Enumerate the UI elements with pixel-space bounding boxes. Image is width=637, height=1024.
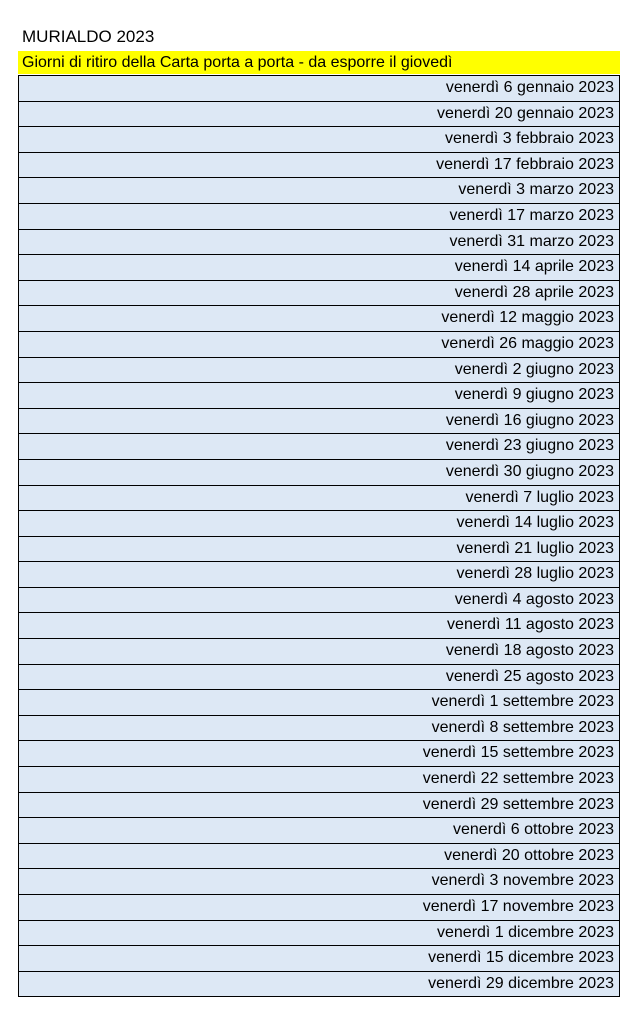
date-row: venerdì 28 aprile 2023 <box>19 281 619 307</box>
date-row: venerdì 18 agosto 2023 <box>19 639 619 665</box>
date-row: venerdì 8 settembre 2023 <box>19 716 619 742</box>
date-row: venerdì 30 giugno 2023 <box>19 460 619 486</box>
date-row: venerdì 17 febbraio 2023 <box>19 153 619 179</box>
date-row: venerdì 15 dicembre 2023 <box>19 946 619 972</box>
date-row: venerdì 3 novembre 2023 <box>19 869 619 895</box>
date-row: venerdì 7 luglio 2023 <box>19 486 619 512</box>
date-row: venerdì 1 dicembre 2023 <box>19 921 619 947</box>
date-row: venerdì 3 marzo 2023 <box>19 178 619 204</box>
date-row: venerdì 15 settembre 2023 <box>19 741 619 767</box>
date-row: venerdì 6 ottobre 2023 <box>19 818 619 844</box>
date-row: venerdì 17 novembre 2023 <box>19 895 619 921</box>
collection-dates-table <box>18 75 620 997</box>
date-row: venerdì 16 giugno 2023 <box>19 409 619 435</box>
collection-header: Giorni di ritiro della Carta porta a porta - da esporre il giovedì <box>18 51 620 74</box>
date-row: venerdì 2 giugno 2023 <box>19 358 619 384</box>
date-row: venerdì 3 febbraio 2023 <box>19 127 619 153</box>
date-row: venerdì 4 agosto 2023 <box>19 588 619 614</box>
date-row: venerdì 29 settembre 2023 <box>19 793 619 819</box>
date-row: venerdì 28 luglio 2023 <box>19 562 619 588</box>
date-row: venerdì 11 agosto 2023 <box>19 613 619 639</box>
date-row: venerdì 31 marzo 2023 <box>19 230 619 256</box>
date-row: venerdì 6 gennaio 2023 <box>19 76 619 102</box>
date-row: venerdì 17 marzo 2023 <box>19 204 619 230</box>
date-row: venerdì 20 gennaio 2023 <box>19 102 619 128</box>
date-row: venerdì 12 maggio 2023 <box>19 306 619 332</box>
date-row: venerdì 26 maggio 2023 <box>19 332 619 358</box>
date-row: venerdì 22 settembre 2023 <box>19 767 619 793</box>
date-row: venerdì 9 giugno 2023 <box>19 383 619 409</box>
date-row: venerdì 25 agosto 2023 <box>19 665 619 691</box>
date-row: venerdì 14 luglio 2023 <box>19 511 619 537</box>
date-row: venerdì 14 aprile 2023 <box>19 255 619 281</box>
date-row: venerdì 23 giugno 2023 <box>19 434 619 460</box>
date-row: venerdì 21 luglio 2023 <box>19 537 619 563</box>
date-row: venerdì 29 dicembre 2023 <box>19 972 619 998</box>
date-row: venerdì 1 settembre 2023 <box>19 690 619 716</box>
date-row: venerdì 20 ottobre 2023 <box>19 844 619 870</box>
document-title: MURIALDO 2023 <box>22 27 155 46</box>
